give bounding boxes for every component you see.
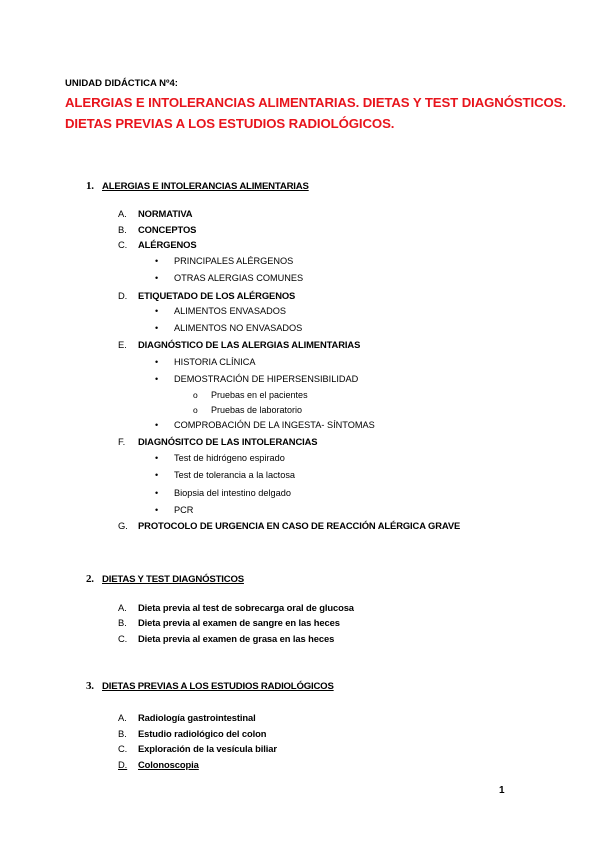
bullet-item xyxy=(155,488,291,498)
bullet-item xyxy=(155,306,286,316)
outline-item-normativa xyxy=(118,208,192,219)
item-letter: C. xyxy=(118,633,128,644)
item-text: NORMATIVA xyxy=(138,208,193,219)
sub-bullet-item xyxy=(193,390,308,400)
outline-item-conceptos xyxy=(118,224,196,235)
page-number: 1 xyxy=(499,785,505,796)
bullet-text: Biopsia del intestino delgado xyxy=(174,488,291,498)
item-text: Colonoscopia xyxy=(138,759,199,770)
item-letter: B. xyxy=(118,728,127,739)
item-text: Radiología gastrointestinal xyxy=(138,712,256,723)
bullet-icon: • xyxy=(155,420,159,430)
section-number: 1. xyxy=(86,180,94,192)
bullet-text: PCR xyxy=(174,505,194,515)
section-title: ALERGIAS E INTOLERANCIAS ALIMENTARIAS xyxy=(102,181,309,192)
section-1-heading xyxy=(86,180,309,192)
section-number: 3. xyxy=(86,680,94,692)
outline-item-diagnostico-intolerancias xyxy=(118,436,317,447)
circle-bullet-icon: o xyxy=(193,405,198,415)
bullet-text: PRINCIPALES ALÉRGENOS xyxy=(174,256,294,266)
bullet-icon: • xyxy=(155,323,159,333)
bullet-text: ALIMENTOS NO ENVASADOS xyxy=(174,323,303,333)
section-3-heading xyxy=(86,680,334,692)
outline-item-protocolo-urgencia xyxy=(118,520,460,531)
item-letter: D. xyxy=(118,759,128,770)
item-letter: A. xyxy=(118,712,127,723)
bullet-item xyxy=(155,505,193,515)
item-text: DIAGNÓSITCO DE LAS INTOLERANCIAS xyxy=(138,436,318,447)
item-letter: B. xyxy=(118,224,127,235)
bullet-item xyxy=(155,420,375,430)
bullet-icon: • xyxy=(155,306,159,316)
bullet-text: DEMOSTRACIÓN DE HIPERSENSIBILIDAD xyxy=(174,374,359,384)
outline-item-glucosa xyxy=(118,602,354,613)
bullet-item xyxy=(155,374,358,384)
bullet-text: Test de hidrógeno espirado xyxy=(174,453,285,463)
item-letter: C. xyxy=(118,743,128,754)
circle-bullet-icon: o xyxy=(193,390,198,400)
bullet-icon: • xyxy=(155,453,159,463)
bullet-item xyxy=(155,256,293,266)
document-title-line-2: DIETAS PREVIAS A LOS ESTUDIOS RADIOLÓGICOS. xyxy=(65,116,395,131)
bullet-icon: • xyxy=(155,374,159,384)
outline-item-etiquetado xyxy=(118,290,295,301)
bullet-text: HISTORIA CLÍNICA xyxy=(174,357,256,367)
bullet-icon: • xyxy=(155,505,159,515)
bullet-text: ALIMENTOS ENVASADOS xyxy=(174,306,286,316)
bullet-item xyxy=(155,453,285,463)
item-text: Dieta previa al test de sobrecarga oral de glucosa xyxy=(138,602,354,613)
bullet-text: Test de tolerancia a la lactosa xyxy=(174,470,296,480)
item-text: Estudio radiológico del colon xyxy=(138,728,267,739)
bullet-icon: • xyxy=(155,357,159,367)
bullet-item xyxy=(155,470,295,480)
item-letter: C. xyxy=(118,239,128,250)
item-letter: F. xyxy=(118,436,126,447)
item-text: Dieta previa al examen de grasa en las heces xyxy=(138,633,335,644)
outline-item-colonoscopia xyxy=(118,759,199,770)
outline-item-vesicula xyxy=(118,743,277,754)
outline-item-sangre-heces xyxy=(118,617,340,628)
bullet-text: COMPROBACIÓN DE LA INGESTA- SÍNTOMAS xyxy=(174,420,375,430)
item-letter: A. xyxy=(118,208,127,219)
item-text: ETIQUETADO DE LOS ALÉRGENOS xyxy=(138,290,296,301)
item-text: DIAGNÓSTICO DE LAS ALERGIAS ALIMENTARIAS xyxy=(138,339,361,350)
outline-item-alergenos xyxy=(118,239,196,250)
bullet-text: OTRAS ALERGIAS COMUNES xyxy=(174,273,304,283)
bullet-item xyxy=(155,273,303,283)
bullet-icon: • xyxy=(155,273,159,283)
outline-item-radiologia-gastro xyxy=(118,712,256,723)
sub-bullet-item xyxy=(193,405,302,415)
item-letter: B. xyxy=(118,617,127,628)
item-letter: A. xyxy=(118,602,127,613)
section-number: 2. xyxy=(86,573,94,585)
bullet-icon: • xyxy=(155,488,159,498)
item-text: Dieta previa al examen de sangre en las heces xyxy=(138,617,340,628)
item-text: Exploración de la vesícula biliar xyxy=(138,743,277,754)
item-text: PROTOCOLO DE URGENCIA EN CASO DE REACCIÓN ALÉRGICA GRAVE xyxy=(138,520,461,531)
item-text: ALÉRGENOS xyxy=(138,239,197,250)
document-title-line-1: ALERGIAS E INTOLERANCIAS ALIMENTARIAS. DIETAS Y TEST DIAGNÓSTICOS. xyxy=(65,95,566,110)
bullet-item xyxy=(155,323,302,333)
bullet-icon: • xyxy=(155,256,159,266)
bullet-item xyxy=(155,357,256,367)
item-letter: G. xyxy=(118,520,128,531)
outline-item-grasa-heces xyxy=(118,633,334,644)
section-title: DIETAS Y TEST DIAGNÓSTICOS xyxy=(102,574,244,585)
unit-heading: UNIDAD DIDÁCTICA Nº4: xyxy=(65,78,178,89)
sub-bullet-text: Pruebas en el pacientes xyxy=(211,390,308,400)
outline-item-diagnostico-alergias xyxy=(118,339,360,350)
item-letter: E. xyxy=(118,339,127,350)
bullet-icon: • xyxy=(155,470,159,480)
section-2-heading xyxy=(86,573,244,585)
sub-bullet-text: Pruebas de laboratorio xyxy=(211,405,303,415)
item-letter: D. xyxy=(118,290,128,301)
item-text: CONCEPTOS xyxy=(138,224,197,235)
outline-item-estudio-colon xyxy=(118,728,266,739)
section-title: DIETAS PREVIAS A LOS ESTUDIOS RADIOLÓGICOS xyxy=(102,681,334,692)
